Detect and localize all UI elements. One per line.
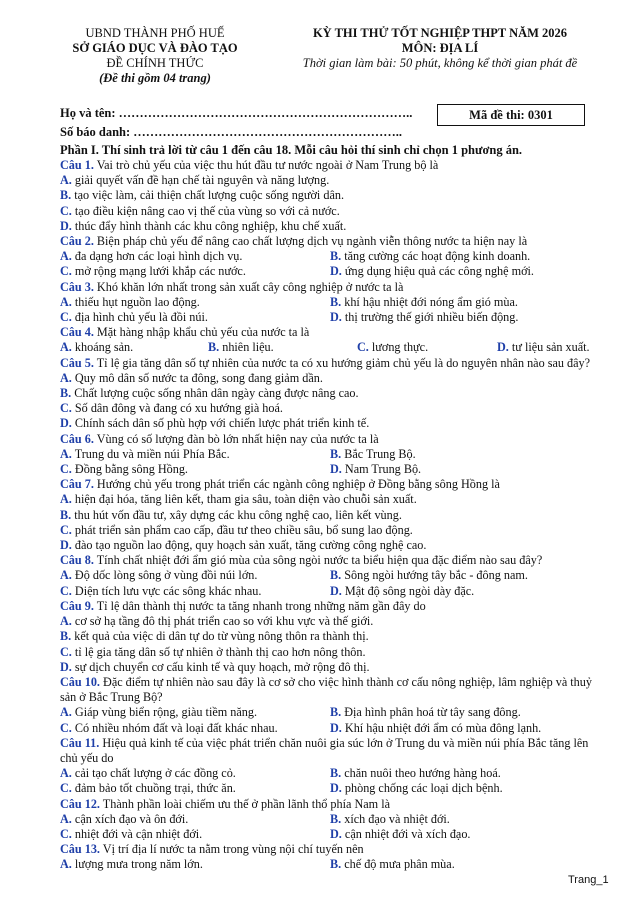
option-d bbox=[60, 660, 370, 674]
option-text: xích đạo và nhiệt đới. bbox=[344, 811, 450, 826]
question-text: Khó khăn lớn nhất trong sản xuất cây công nghiệp ở nước ta là bbox=[93, 279, 404, 294]
option-a bbox=[60, 812, 188, 826]
question-text: Tỉ lệ gia tăng dân số tự nhiên của nước ta có xu hướng giảm chủ yếu là do nguyên nhân nào sau đây? bbox=[93, 355, 591, 370]
exam-code-box: Mã đề thi: 0301 bbox=[437, 104, 585, 126]
option-letter: D. bbox=[330, 462, 342, 477]
option-text: hiện đại hóa, tăng liên kết, tham gia sâu, toàn diện vào chuỗi sản xuất. bbox=[74, 492, 417, 507]
option-a bbox=[60, 568, 257, 582]
option-text: cơ sở hạ tầng đô thị phát triển cao so với khu vực và thế giới. bbox=[74, 614, 374, 629]
question-number: Câu 1. bbox=[60, 158, 94, 172]
authority-name: UBND THÀNH PHỐ HUẾ bbox=[85, 26, 225, 40]
option-letter: A. bbox=[60, 766, 72, 781]
option-text: khoáng sản. bbox=[74, 340, 134, 355]
option-letter: A. bbox=[60, 294, 72, 309]
option-letter: A. bbox=[60, 340, 72, 355]
option-letter: A. bbox=[60, 811, 72, 826]
option-c bbox=[60, 827, 202, 841]
header-left bbox=[50, 26, 260, 86]
option-letter: C. bbox=[60, 583, 72, 598]
question-text: Tỉ lệ dân thành thị nước ta tăng nhanh trong những năm gần đây do bbox=[93, 598, 426, 613]
question-number: Câu 12. bbox=[60, 796, 100, 811]
question-number: Câu 9. bbox=[60, 598, 94, 613]
option-letter: A. bbox=[60, 568, 72, 583]
option-b bbox=[330, 295, 518, 309]
option-letter: A. bbox=[60, 857, 72, 872]
option-b bbox=[330, 812, 450, 826]
option-a bbox=[60, 614, 373, 628]
option-c bbox=[60, 310, 208, 324]
option-c bbox=[60, 523, 413, 537]
option-letter: A. bbox=[60, 446, 72, 461]
option-b bbox=[330, 568, 528, 582]
option-c bbox=[60, 781, 236, 795]
option-b bbox=[330, 857, 455, 871]
option-text: Có nhiều nhóm đất và loại đất khác nhau. bbox=[74, 720, 278, 735]
question-7 bbox=[60, 477, 600, 492]
option-d bbox=[330, 781, 503, 795]
question-13 bbox=[60, 842, 600, 857]
option-letter: B. bbox=[60, 386, 72, 401]
question-text: Đặc điểm tự nhiên nào sau đây là cơ sở cho việc hình thành cơ cấu nông nghiệp, lâm nghiệp và thuỷ sản ở Bắc Trung Bộ? bbox=[60, 674, 592, 705]
option-text: thiếu hụt nguồn lao động. bbox=[74, 294, 200, 309]
option-letter: D. bbox=[60, 218, 72, 233]
option-letter: A. bbox=[60, 249, 72, 264]
question-11 bbox=[60, 736, 600, 766]
question-number: Câu 3. bbox=[60, 279, 94, 294]
option-letter: C. bbox=[60, 522, 72, 537]
option-letter: B. bbox=[330, 766, 342, 781]
question-2 bbox=[60, 234, 600, 249]
option-text: thu hút vốn đầu tư, xây dựng các khu công nghệ cao, liên kết vùng. bbox=[74, 507, 402, 522]
option-c bbox=[60, 645, 366, 659]
department-name: SỞ GIÁO DỤC VÀ ĐÀO TẠO bbox=[72, 41, 238, 55]
option-letter: B. bbox=[330, 857, 342, 872]
option-text: Diện tích lưu vực các sông khác nhau. bbox=[74, 583, 262, 598]
option-text: đa dạng hơn các loại hình dịch vụ. bbox=[74, 249, 243, 264]
question-1 bbox=[60, 158, 600, 173]
option-text: khí hậu nhiệt đới nóng ẩm gió mùa. bbox=[344, 294, 518, 309]
option-letter: C. bbox=[60, 203, 72, 218]
option-letter: C. bbox=[60, 310, 72, 325]
option-letter: D. bbox=[330, 720, 342, 735]
official-label: ĐỀ CHÍNH THỨC bbox=[106, 56, 204, 70]
page-count-note: (Đề thi gồm 04 trang) bbox=[99, 71, 211, 85]
question-text: Thành phần loài chiếm ưu thế ở phần lãnh thổ phía Nam là bbox=[99, 796, 390, 811]
option-c bbox=[60, 204, 340, 218]
option-d bbox=[330, 264, 534, 278]
option-letter: B. bbox=[60, 629, 72, 644]
option-letter: C. bbox=[60, 720, 72, 735]
option-text: Quy mô dân số nước ta đông, song đang giảm dần. bbox=[74, 370, 323, 385]
option-text: đào tạo nguồn lao động, quy hoạch sản xuất, tăng cường công nghệ cao. bbox=[74, 538, 427, 553]
option-a bbox=[60, 492, 417, 506]
option-text: lương thực. bbox=[371, 340, 429, 355]
question-number: Câu 7. bbox=[60, 477, 94, 492]
option-b bbox=[330, 766, 501, 780]
option-d bbox=[330, 584, 474, 598]
option-d bbox=[330, 462, 421, 476]
option-a bbox=[60, 705, 257, 719]
option-b bbox=[60, 386, 359, 400]
option-text: sự dịch chuyển cơ cấu kinh tế và quy hoạch, mở rộng đô thị. bbox=[74, 659, 370, 674]
option-letter: A. bbox=[60, 492, 72, 507]
option-letter: B. bbox=[330, 294, 342, 309]
option-letter: D. bbox=[330, 826, 342, 841]
option-text: phòng chống các loại dịch bệnh. bbox=[344, 781, 503, 796]
option-b bbox=[330, 705, 521, 719]
question-12 bbox=[60, 797, 600, 812]
question-10 bbox=[60, 675, 600, 705]
option-b bbox=[60, 629, 369, 643]
option-text: địa hình chủ yếu là đồi núi. bbox=[74, 310, 208, 325]
option-text: tạo việc làm, cải thiện chất lượng cuộc sống người dân. bbox=[74, 188, 345, 203]
option-d bbox=[330, 827, 470, 841]
option-text: Sông ngòi hướng tây bắc - đông nam. bbox=[344, 568, 528, 583]
option-letter: C. bbox=[60, 644, 72, 659]
option-letter: C. bbox=[60, 462, 72, 477]
option-c bbox=[60, 462, 188, 476]
option-letter: C. bbox=[60, 401, 72, 416]
option-d bbox=[330, 310, 518, 324]
student-name-line: Họ và tên: …………………………………………………………….. bbox=[60, 106, 413, 120]
option-b bbox=[208, 340, 274, 354]
option-letter: D. bbox=[330, 310, 342, 325]
page-footer: Trang_1 bbox=[568, 874, 609, 886]
question-8 bbox=[60, 553, 600, 568]
option-text: Bắc Trung Bộ. bbox=[344, 446, 416, 461]
option-text: thị trường thế giới nhiều biến động. bbox=[344, 310, 519, 325]
question-text: Vị trí địa lí nước ta nằm trong vùng nội chí tuyến nên bbox=[99, 842, 364, 857]
part-title: Phần I. Thí sinh trả lời từ câu 1 đến câu 18. Mỗi câu hỏi thí sinh chỉ chọn 1 phương án. bbox=[60, 143, 523, 157]
option-text: chế độ mưa phân mùa. bbox=[344, 857, 455, 872]
question-number: Câu 11. bbox=[60, 735, 100, 750]
option-text: phát triển sản phẩm cao cấp, đầu tư theo chiều sâu, bổ sung lao động. bbox=[74, 522, 413, 537]
option-text: Chính sách dân số phù hợp với chiến lược phát triển kinh tế. bbox=[74, 416, 370, 431]
option-letter: B. bbox=[60, 507, 72, 522]
option-letter: D. bbox=[330, 781, 342, 796]
option-letter: D. bbox=[330, 583, 342, 598]
option-d bbox=[60, 416, 369, 430]
option-text: nhiên liệu. bbox=[222, 340, 274, 355]
option-letter: D. bbox=[60, 538, 72, 553]
option-text: giải quyết vấn đề hạn chế tài nguyên và năng lượng. bbox=[74, 173, 330, 188]
option-text: Mật độ sông ngòi dày đặc. bbox=[344, 583, 475, 598]
option-b bbox=[330, 249, 530, 263]
option-letter: D. bbox=[497, 340, 509, 355]
option-text: tăng cường các hoạt động kinh doanh. bbox=[344, 249, 531, 264]
option-text: chăn nuôi theo hướng hàng hoá. bbox=[344, 766, 501, 781]
option-text: Chất lượng cuộc sống nhân dân ngày càng được nâng cao. bbox=[74, 386, 359, 401]
question-9 bbox=[60, 599, 600, 614]
question-number: Câu 2. bbox=[60, 234, 94, 249]
option-b bbox=[60, 508, 402, 522]
option-letter: C. bbox=[60, 781, 72, 796]
option-text: đảm bảo tốt chuồng trại, thức ăn. bbox=[74, 781, 236, 796]
question-number: Câu 5. bbox=[60, 355, 94, 370]
question-number: Câu 10. bbox=[60, 674, 100, 689]
question-text: Hướng chủ yếu trong phát triển các ngành công nghiệp ở Đồng bằng sông Hồng là bbox=[93, 477, 500, 492]
option-c bbox=[60, 584, 261, 598]
option-letter: C. bbox=[60, 826, 72, 841]
header-right bbox=[280, 26, 600, 71]
option-letter: B. bbox=[208, 340, 220, 355]
question-list bbox=[60, 158, 600, 873]
option-a bbox=[60, 371, 323, 385]
option-text: Nam Trung Bộ. bbox=[344, 462, 422, 477]
option-c bbox=[60, 264, 246, 278]
question-text: Tính chất nhiệt đới ẩm gió mùa của sông ngòi nước ta biểu hiện qua đặc điểm nào sau đây? bbox=[93, 553, 543, 568]
option-text: Địa hình phân hoá từ tây sang đông. bbox=[344, 705, 521, 720]
option-text: lượng mưa trong năm lớn. bbox=[74, 857, 203, 872]
option-letter: C. bbox=[60, 264, 72, 279]
option-d bbox=[330, 721, 541, 735]
option-a bbox=[60, 766, 236, 780]
option-letter: A. bbox=[60, 173, 72, 188]
option-a bbox=[60, 295, 200, 309]
option-a bbox=[60, 447, 230, 461]
exam-title: KỲ THI THỬ TỐT NGHIỆP THPT NĂM 2026 bbox=[312, 26, 568, 40]
question-text: Biện pháp chủ yếu để nâng cao chất lượng dịch vụ ngành viễn thông nước ta hiện nay là bbox=[93, 234, 528, 249]
question-4 bbox=[60, 325, 600, 340]
question-number: Câu 4. bbox=[60, 325, 94, 340]
option-text: mở rộng mạng lưới khắp các nước. bbox=[74, 264, 246, 279]
option-c bbox=[60, 401, 283, 415]
question-6 bbox=[60, 432, 600, 447]
option-text: Độ dốc lòng sông ở vùng đồi núi lớn. bbox=[74, 568, 258, 583]
option-letter: D. bbox=[330, 264, 342, 279]
time-note: Thời gian làm bài: 50 phút, không kể thời gian phát đề bbox=[302, 56, 578, 70]
option-letter: A. bbox=[60, 614, 72, 629]
option-text: cận nhiệt đới và xích đạo. bbox=[344, 826, 471, 841]
option-letter: D. bbox=[60, 416, 72, 431]
option-c bbox=[60, 721, 278, 735]
option-b bbox=[330, 447, 416, 461]
option-text: cận xích đạo và ôn đới. bbox=[74, 811, 189, 826]
option-letter: A. bbox=[60, 705, 72, 720]
question-text: Hiệu quả kinh tế của việc phát triển chăn nuôi gia súc lớn ở Trung du và miền núi phía Bắc tăng lên chủ yếu do bbox=[60, 735, 589, 765]
question-number: Câu 6. bbox=[60, 431, 94, 446]
option-text: tư liệu sản xuất. bbox=[511, 340, 590, 355]
option-letter: B. bbox=[330, 705, 342, 720]
option-d bbox=[60, 538, 426, 552]
option-text: tạo điều kiện nâng cao vị thế của vùng so với cả nước. bbox=[74, 203, 340, 218]
option-b bbox=[60, 188, 344, 202]
option-a bbox=[60, 857, 203, 871]
option-text: thúc đẩy hình thành các khu công nghiệp, khu chế xuất. bbox=[74, 218, 347, 233]
question-number: Câu 13. bbox=[60, 842, 100, 857]
option-letter: B. bbox=[330, 568, 342, 583]
option-text: Trung du và miền núi Phía Bắc. bbox=[74, 446, 230, 461]
subject-title: MÔN: ĐỊA LÍ bbox=[401, 41, 479, 55]
option-d bbox=[497, 340, 590, 354]
question-5 bbox=[60, 356, 600, 371]
option-letter: B. bbox=[330, 446, 342, 461]
option-text: nhiệt đới và cận nhiệt đới. bbox=[74, 826, 203, 841]
option-text: Khí hậu nhiệt đới ẩm có mùa đông lạnh. bbox=[344, 720, 542, 735]
option-letter: B. bbox=[60, 188, 72, 203]
option-text: tỉ lệ gia tăng dân số tự nhiên ở thành thị cao hơn nông thôn. bbox=[74, 644, 366, 659]
question-text: Mặt hàng nhập khẩu chủ yếu của nước ta là bbox=[93, 325, 310, 340]
option-letter: B. bbox=[330, 249, 342, 264]
option-text: ứng dụng hiệu quả các công nghệ mới. bbox=[344, 264, 534, 279]
option-letter: C. bbox=[357, 340, 369, 355]
student-number-line: Số báo danh: ……………………………………………………….. bbox=[60, 125, 403, 139]
option-text: cải tạo chất lượng ở các đồng cỏ. bbox=[74, 766, 236, 781]
option-letter: D. bbox=[60, 659, 72, 674]
option-a bbox=[60, 340, 133, 354]
question-3 bbox=[60, 280, 600, 295]
option-text: Đồng bằng sông Hồng. bbox=[74, 462, 188, 477]
option-letter: A. bbox=[60, 370, 72, 385]
option-a bbox=[60, 249, 242, 263]
question-number: Câu 8. bbox=[60, 553, 94, 568]
question-text: Vai trò chủ yếu của việc thu hút đầu tư nước ngoài ở Nam Trung bộ là bbox=[93, 158, 439, 172]
option-text: kết quả của việc di dân tự do từ vùng nông thôn ra thành thị. bbox=[74, 629, 369, 644]
option-c bbox=[357, 340, 428, 354]
option-text: Số dân đông và đang có xu hướng già hoá. bbox=[74, 401, 283, 416]
option-d bbox=[60, 219, 346, 233]
question-text: Vùng có số lượng đàn bò lớn nhất hiện nay của nước ta là bbox=[93, 431, 379, 446]
option-text: Giáp vùng biển rộng, giàu tiềm năng. bbox=[74, 705, 258, 720]
option-a bbox=[60, 173, 329, 187]
option-letter: B. bbox=[330, 811, 342, 826]
